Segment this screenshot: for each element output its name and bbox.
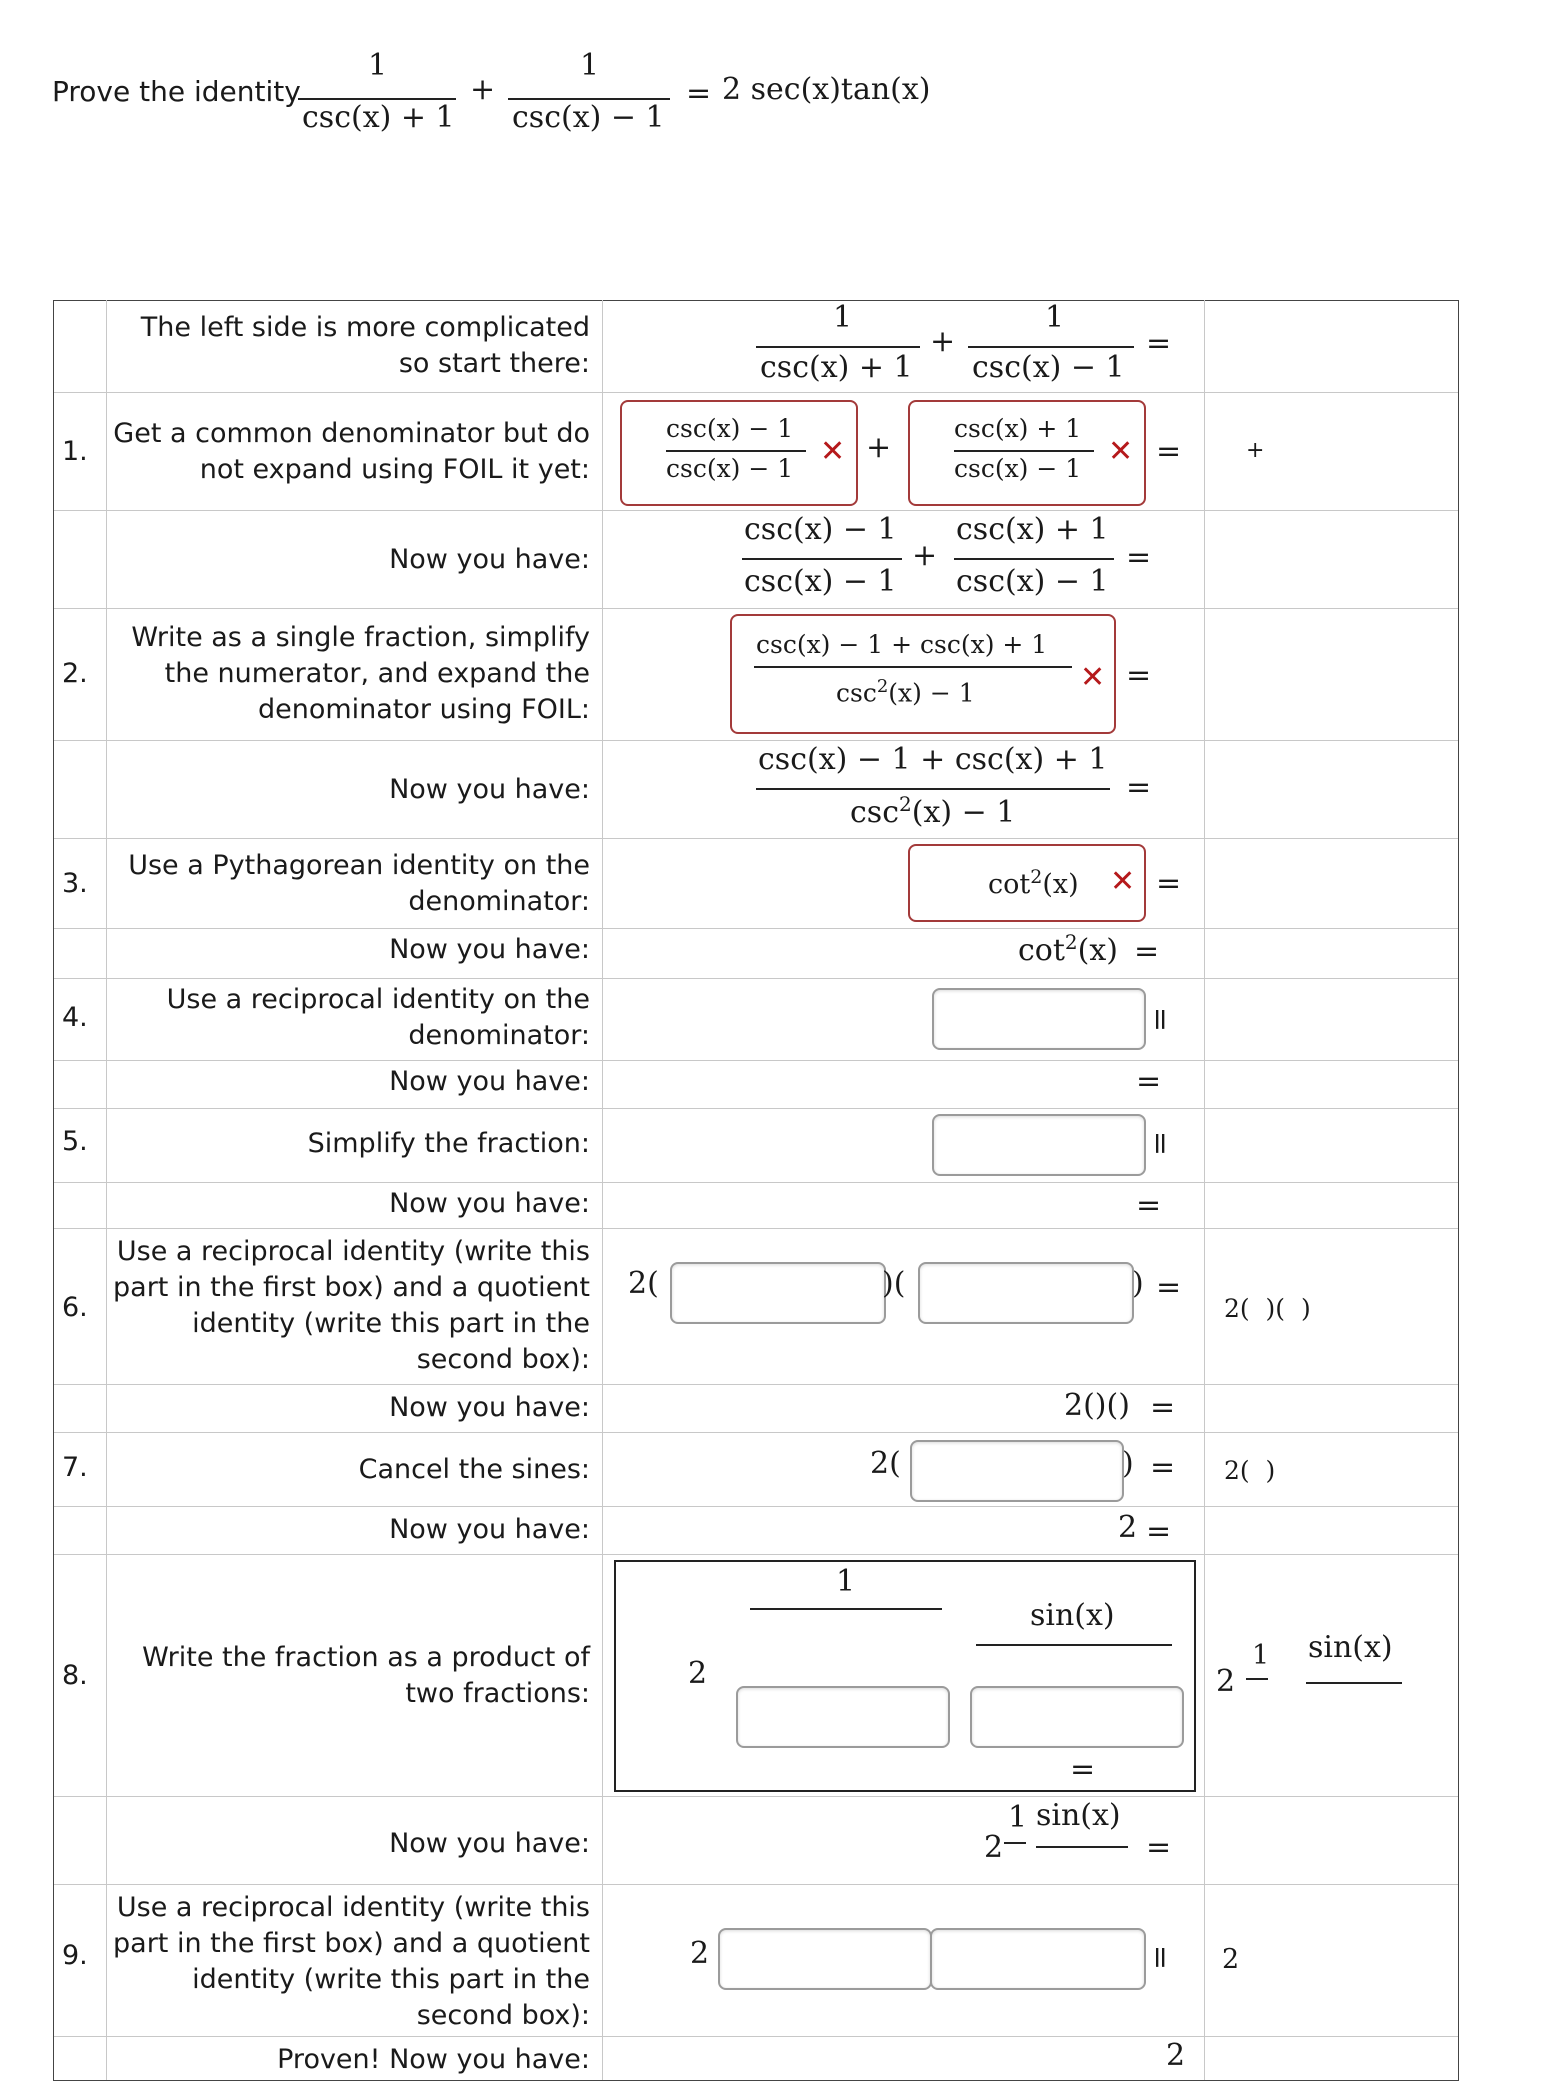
step-3b-equals: = xyxy=(1134,934,1160,969)
step-8-right-two: 2 xyxy=(1216,1664,1236,1699)
step-5-number: 5. xyxy=(62,1126,88,1157)
step-3b-exp: 2 xyxy=(1064,930,1078,954)
wrong-mark-icon: ✕ xyxy=(820,434,846,469)
header-rhs: 2 sec(x)tan(x) xyxy=(722,72,931,107)
step-0-d1: csc(x) + 1 xyxy=(760,350,913,385)
step-2-box-den-base: csc xyxy=(836,678,877,708)
step-2-box-bar xyxy=(754,666,1072,668)
step-2-answer-box[interactable] xyxy=(730,614,1116,734)
step-3-label: Use a Pythagorean identity on the denominator: xyxy=(128,850,590,917)
step-7-input[interactable] xyxy=(910,1440,1124,1502)
step-7-right-text: 2( ) xyxy=(1224,1456,1276,1485)
wrong-mark-icon: ✕ xyxy=(1108,434,1134,469)
step-8-bar1 xyxy=(750,1608,942,1610)
step-1-box1-num: csc(x) − 1 xyxy=(666,414,794,443)
step-8-input-2[interactable] xyxy=(970,1686,1184,1748)
step-0-d2: csc(x) − 1 xyxy=(972,350,1125,385)
step-7-label: Cancel the sines: xyxy=(358,1454,590,1485)
step-8b-two: 2 xyxy=(984,1830,1004,1865)
step-1b-bar2 xyxy=(954,558,1114,560)
step-4-label: Use a reciprocal identity on the denominator: xyxy=(166,984,590,1051)
step-8-number: 8. xyxy=(62,1660,88,1691)
step-7-equals: = xyxy=(1150,1450,1176,1485)
step-2-box-den-exp: 2 xyxy=(876,676,889,697)
step-8b-sin: sin(x) xyxy=(1036,1798,1121,1833)
step-7b-label: Now you have: xyxy=(389,1514,590,1545)
step-5-equals: = xyxy=(1143,1130,1179,1157)
step-8-right-bar1 xyxy=(1246,1678,1268,1680)
step-0-n1: 1 xyxy=(833,300,853,335)
step-1b-n2: csc(x) + 1 xyxy=(956,512,1109,547)
grid-row-line xyxy=(54,1384,1458,1385)
step-9-number: 9. xyxy=(62,1940,88,1971)
header-equals: = xyxy=(686,76,712,111)
step-3-box-rest: (x) xyxy=(1042,869,1079,900)
step-1b-d1: csc(x) − 1 xyxy=(744,564,897,599)
step-1b-label: Now you have: xyxy=(389,544,590,575)
wrong-mark-icon: ✕ xyxy=(1110,864,1136,899)
step-0-equals: = xyxy=(1146,326,1172,361)
step-8-sin: sin(x) xyxy=(1030,1598,1115,1633)
step-1-answer-box-1[interactable] xyxy=(620,400,858,506)
step-5-label: Simplify the fraction: xyxy=(307,1128,590,1159)
step-7-close: ) xyxy=(1122,1446,1134,1481)
grid-row-line xyxy=(54,1432,1458,1433)
grid-row-line xyxy=(54,1108,1458,1109)
header-plus: + xyxy=(470,72,496,107)
step-8-equals: = xyxy=(1070,1752,1096,1787)
step-2-equals: = xyxy=(1126,658,1152,693)
grid-row-line xyxy=(54,740,1458,741)
step-9-input-2[interactable] xyxy=(930,1928,1146,1990)
step-3-equals: = xyxy=(1156,866,1182,901)
step-2b-equals: = xyxy=(1126,770,1152,805)
step-3-box-exp: 2 xyxy=(1030,866,1043,888)
step-9-input-1[interactable] xyxy=(718,1928,932,1990)
header-frac1-den: csc(x) + 1 xyxy=(302,100,455,135)
step-8b-equals: = xyxy=(1146,1830,1172,1865)
step-0-bar2 xyxy=(968,346,1134,348)
step-0-label: The left side is more complicated so start there: xyxy=(140,312,590,379)
step-1-box2-bar xyxy=(954,450,1094,452)
header-frac2-num: 1 xyxy=(580,48,600,83)
step-4b-label: Now you have: xyxy=(389,1066,590,1097)
wrong-mark-icon: ✕ xyxy=(1080,660,1106,695)
step-6-mid: )( xyxy=(882,1266,906,1301)
step-9b-label: Proven! Now you have: xyxy=(277,2044,590,2075)
step-1-box1-den: csc(x) − 1 xyxy=(666,454,794,483)
step-6b-expr: 2()() xyxy=(1064,1388,1130,1423)
step-6-equals: = xyxy=(1156,1270,1182,1305)
step-1b-d2: csc(x) − 1 xyxy=(956,564,1109,599)
step-4b-equals: = xyxy=(1136,1064,1162,1099)
step-2b-label: Now you have: xyxy=(389,774,590,805)
step-3b-rest: (x) xyxy=(1077,933,1118,968)
step-8-one: 1 xyxy=(836,1564,856,1599)
step-2-box-den-rest: (x) − 1 xyxy=(888,678,975,708)
grid-row-line xyxy=(54,1796,1458,1797)
step-8b-bar1 xyxy=(1004,1842,1026,1844)
step-6-close: ) xyxy=(1132,1266,1144,1301)
grid-col-3 xyxy=(1204,300,1205,2080)
grid-row-line xyxy=(54,838,1458,839)
step-4-number: 4. xyxy=(62,1002,88,1033)
step-1-box2-num: csc(x) + 1 xyxy=(954,414,1082,443)
step-3-box-base: cot xyxy=(988,869,1031,900)
step-7b-expr: 2 xyxy=(1118,1510,1138,1545)
step-0-plus: + xyxy=(930,324,956,359)
grid-row-line xyxy=(54,2036,1458,2037)
step-5b-equals: = xyxy=(1136,1188,1162,1223)
step-8-right-one: 1 xyxy=(1252,1640,1270,1671)
step-8b-one: 1 xyxy=(1008,1800,1028,1835)
grid-row-line xyxy=(54,1506,1458,1507)
step-6-label: Use a reciprocal identity (write this part in the first box) and a quotient identity (write this part in the second box): xyxy=(113,1236,590,1375)
grid-row-line xyxy=(54,608,1458,609)
step-0-n2: 1 xyxy=(1045,300,1065,335)
step-8-right-sin: sin(x) xyxy=(1308,1630,1393,1665)
step-3-answer-box[interactable] xyxy=(908,844,1146,922)
step-7-open: 2( xyxy=(870,1446,901,1481)
step-1-label: Get a common denominator but do not expand using FOIL it yet: xyxy=(113,418,590,485)
step-3b-label: Now you have: xyxy=(389,934,590,965)
step-1-plus: + xyxy=(866,430,892,465)
grid-col-1 xyxy=(106,300,107,2080)
grid-col-2 xyxy=(602,300,603,2080)
grid-row-line xyxy=(54,1182,1458,1183)
step-9-label: Use a reciprocal identity (write this part in the first box) and a quotient identity (write this part in the second box): xyxy=(113,1892,590,2031)
step-9-right-text: 2 xyxy=(1222,1944,1240,1975)
grid-row-line xyxy=(54,1060,1458,1061)
step-1-equals: = xyxy=(1156,434,1182,469)
step-5b-label: Now you have: xyxy=(389,1188,590,1219)
grid-row-line xyxy=(54,392,1458,393)
step-2-box-num: csc(x) − 1 + csc(x) + 1 xyxy=(756,630,1048,659)
header-frac2-den: csc(x) − 1 xyxy=(512,100,665,135)
step-6-input-1[interactable] xyxy=(670,1262,886,1324)
step-3b-base: cot xyxy=(1018,933,1065,968)
grid-row-line xyxy=(54,1884,1458,1885)
step-2b-bar xyxy=(756,788,1110,790)
step-1b-plus: + xyxy=(912,538,938,573)
step-8-label: Write the fraction as a product of two fractions: xyxy=(142,1642,590,1709)
step-7-number: 7. xyxy=(62,1452,88,1483)
step-6-open: 2( xyxy=(628,1266,659,1301)
step-9-two: 2 xyxy=(690,1936,710,1971)
prompt-text: Prove the identity xyxy=(52,75,301,108)
step-6-right-text: 2( )( ) xyxy=(1224,1294,1311,1323)
step-1-right-text: + xyxy=(1246,438,1265,463)
grid-row-line xyxy=(54,928,1458,929)
step-1-box1-bar xyxy=(666,450,806,452)
step-6-number: 6. xyxy=(62,1292,88,1323)
step-1b-equals: = xyxy=(1126,540,1152,575)
step-3-number: 3. xyxy=(62,868,88,899)
grid-row-line xyxy=(54,1228,1458,1229)
step-2b-num: csc(x) − 1 + csc(x) + 1 xyxy=(758,742,1108,777)
grid-row-line xyxy=(54,510,1458,511)
step-4-input[interactable] xyxy=(932,988,1146,1050)
step-8-bar2 xyxy=(976,1644,1172,1646)
header-frac1-num: 1 xyxy=(368,48,388,83)
step-1b-bar1 xyxy=(742,558,902,560)
step-6b-equals: = xyxy=(1150,1390,1176,1425)
step-2b-den-exp: 2 xyxy=(899,792,912,816)
step-2-label: Write as a single fraction, simplify the numerator, and expand the denominator using FOIL: xyxy=(131,622,590,725)
step-8-two: 2 xyxy=(688,1656,708,1691)
step-0-bar1 xyxy=(756,346,920,348)
step-8b-label: Now you have: xyxy=(389,1828,590,1859)
step-8-input-1[interactable] xyxy=(736,1686,950,1748)
step-2-number: 2. xyxy=(62,658,88,689)
step-1b-n1: csc(x) − 1 xyxy=(744,512,897,547)
step-9b-expr: 2 xyxy=(1166,2038,1186,2073)
step-5-input[interactable] xyxy=(932,1114,1146,1176)
step-6b-label: Now you have: xyxy=(389,1392,590,1423)
grid-row-line xyxy=(54,978,1458,979)
step-9-equals: = xyxy=(1143,1944,1179,1971)
step-2b-den-base: csc xyxy=(850,795,899,830)
step-8-right-bar2 xyxy=(1306,1682,1402,1684)
step-1-box2-den: csc(x) − 1 xyxy=(954,454,1082,483)
step-6-input-2[interactable] xyxy=(918,1262,1134,1324)
step-7b-equals: = xyxy=(1146,1514,1172,1549)
step-4-equals: = xyxy=(1143,1006,1179,1033)
step-1-number: 1. xyxy=(62,436,88,467)
step-8b-bar2 xyxy=(1036,1846,1128,1848)
grid-row-line xyxy=(54,1554,1458,1555)
step-2b-den-rest: (x) − 1 xyxy=(911,795,1016,830)
step-1-answer-box-2[interactable] xyxy=(908,400,1146,506)
